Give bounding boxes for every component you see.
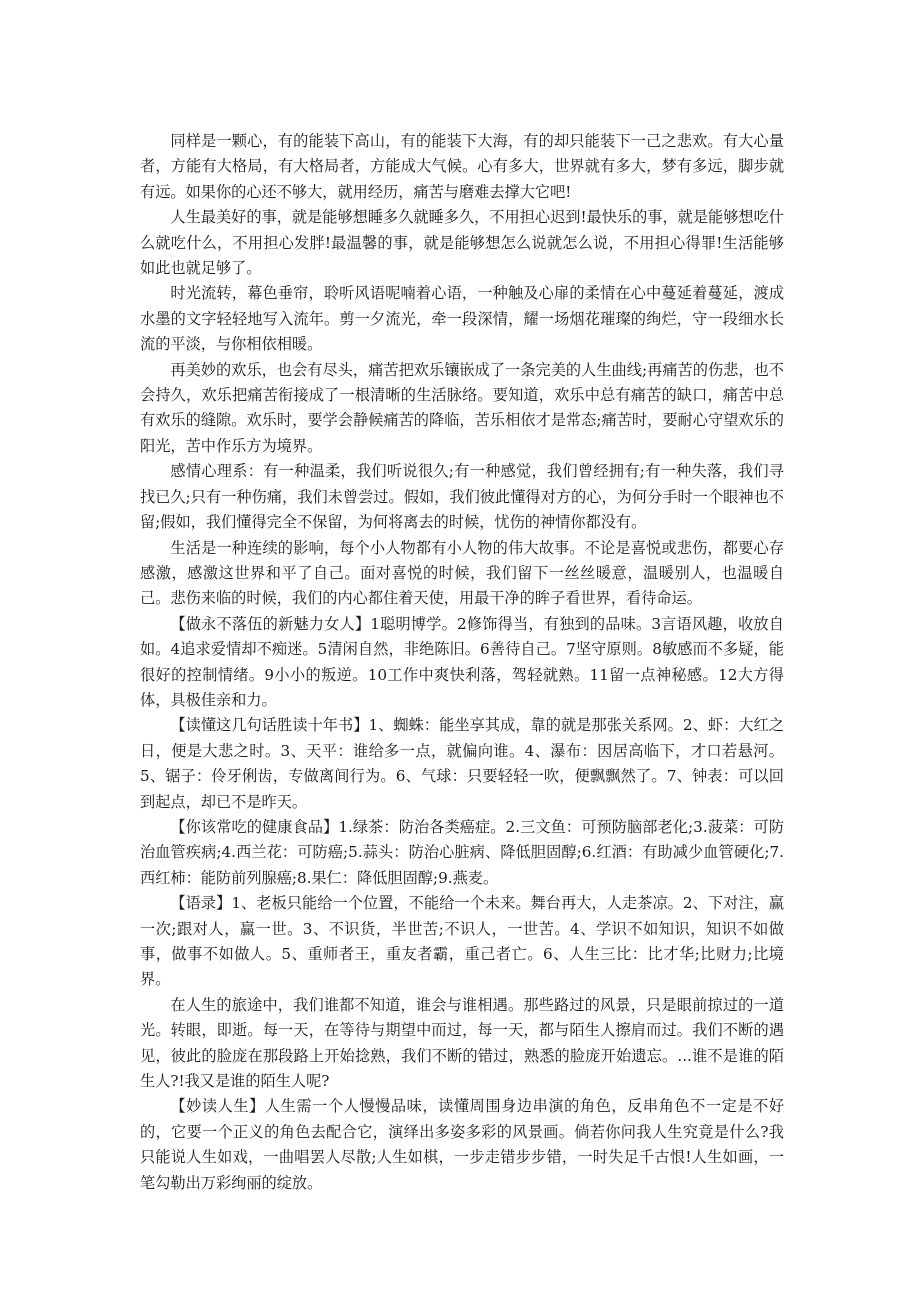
paragraph-text: 感情心理系：有一种温柔，我们听说很久;有一种感觉，我们曾经拥有;有一种失落，我们寻找已久;只有一种伤痛，我们未曾尝过。假如，我们彼此懂得对方的心，为何分手时一个眼神也不留;假如，我们懂得完全不保留，为何将离去的时候，忧伤的神情你都没有。: [140, 462, 784, 532]
paragraph-text: 在人生的旅途中，我们谁都不知道，谁会与谁相遇。那些路过的风景，只是眼前掠过的一道光。转眼，即逝。每一天，在等待与期望中而过，每一天，都与陌生人擦肩而过。我们不断的遇见，彼此的脸庞在那段路上开始捻熟，我们不断的错过，熟悉的脸庞开始遗忘。...谁不是谁的陌生人?!我又是谁的陌生人呢?: [140, 995, 784, 1091]
paragraph-text: 同样是一颗心，有的能装下高山，有的能装下大海，有的却只能装下一己之悲欢。有大心量者，方能有大格局，有大格局者，方能成大气候。心有多大，世界就有多大，梦有多远，脚步就有远。如果你的心还不够大，就用经历，痛苦与磨难去撑大它吧!: [140, 132, 784, 201]
paragraph-text: 1.绿茶：防治各类癌症。2.三文鱼：可预防脑部老化;3.菠菜：可防治血管疾病;4.西兰花：可防癌;5.蒜头：防治心脏病、降低胆固醇;6.红酒：有助减少血管硬化;7.西红柿：能防前列腺癌;8.果仁：降低胆固醇;9.燕麦。: [140, 817, 785, 887]
paragraph-emotion-psychology: [140, 459, 784, 535]
paragraph-healthy-foods: [140, 815, 784, 891]
section-heading: 【做永不落伍的新魅力女人】: [170, 614, 371, 633]
paragraph-text: 再美妙的欢乐，也会有尽头，痛苦把欢乐镶嵌成了一条完美的人生曲线;再痛苦的伤悲，也不会持久，欢乐把痛苦衔接成了一根清晰的生活脉络。要知道，欢乐中总有痛苦的缺口，痛苦中总有欢乐的缝隙。欢乐时，要学会静候痛苦的降临，苦乐相依才是常态;痛苦时，要耐心守望欢乐的阳光，苦中作乐方为境界。: [140, 360, 784, 455]
paragraph-joy-and-pain: [140, 358, 784, 460]
section-heading: 【你该常吃的健康食品】: [170, 817, 339, 836]
paragraph-text: 生活是一种连续的影响，每个小人物都有小人物的伟大故事。不论是喜悦或悲伤，都要心存感激，感激这世界和平了自己。面对喜悦的时候，我们留下一丝丝暖意，温暖别人，也温暖自己。悲伤来临的时候，我们的内心都住着天使，用最干净的眸子看世界，看待命运。: [140, 538, 784, 608]
paragraph-reading-life: [140, 1094, 784, 1196]
section-heading: 【读懂这几句话胜读十年书】: [170, 716, 369, 735]
paragraph-wise-sayings: [140, 713, 784, 815]
paragraph-text: 时光流转，幕色垂帘，聆听风语呢喃着心语，一种触及心扉的柔情在心中蔓延着蔓延，渡成水墨的文字轻轻地写入流年。剪一夕流光，牵一段深情，耀一场烟花璀璨的绚烂，守一段细水长流的平淡，与你相依相暖。: [140, 284, 784, 354]
paragraph-best-things: [140, 205, 784, 281]
paragraph-text: 人生需一个人慢慢品味，读懂周围身边串演的角色，反串角色不一定是不好的，它要一个正义的角色去配合它，演绎出多姿多彩的风景画。倘若你问我人生究竟是什么?我只能说人生如戏，一曲唱罢人尽散;人生如棋，一步走错步步错，一时失足千古恨!人生如画，一笔勾勒出万彩绚丽的绽放。: [140, 1097, 785, 1192]
section-heading: 【妙读人生】: [170, 1097, 265, 1116]
paragraph-text: 1聪明博学。2修饰得当，有独到的品味。3言语风趣，收放自如。4追求爱情却不痴迷。5清闲自然，非绝陈旧。6善待自己。7坚守原则。8敏感而不多疑，能很好的控制情绪。9小小的叛逆。10工作中爽快利落，驾轻就熟。11留一点神秘感。12大方得体，具极佳亲和力。: [140, 614, 784, 709]
paragraph-charming-woman: [140, 612, 784, 714]
document-page: [140, 129, 784, 1196]
paragraph-text: 1、老板只能给一个位置，不能给一个未来。舞台再大，人走茶凉。2、下对注，赢一次;跟对人，赢一世。3、不识货，半世苦;不识人，一世苦。4、学识不如知识，知识不如做事，做事不如做人。5、重师者王，重友者霸，重己者亡。6、人生三比：比才华;比财力;比境界。: [140, 894, 785, 989]
paragraph-life-journey: [140, 993, 784, 1095]
paragraph-life-influence: [140, 536, 784, 612]
paragraph-quotes: [140, 891, 784, 993]
paragraph-time-flows: [140, 281, 784, 357]
section-heading: 【语录】: [170, 894, 232, 913]
paragraph-heart-capacity: [140, 129, 784, 205]
paragraph-text: 1、蜘蛛：能坐享其成，靠的就是那张关系网。2、虾：大红之日，便是大悲之时。3、天平：谁给多一点，就偏向谁。4、瀑布：因居高临下，才口若悬河。5、锯子：伶牙俐齿，专做离间行为。6、气球：只要轻轻一吹，便飘飘然了。7、钟表：可以回到起点，却已不是昨天。: [140, 716, 784, 811]
paragraph-text: 人生最美好的事，就是能够想睡多久就睡多久，不用担心迟到!最快乐的事，就是能够想吃什么就吃什么，不用担心发胖!最温馨的事，就是能够想怎么说就怎么说，不用担心得罪!生活能够如此也就足够了。: [140, 208, 784, 278]
